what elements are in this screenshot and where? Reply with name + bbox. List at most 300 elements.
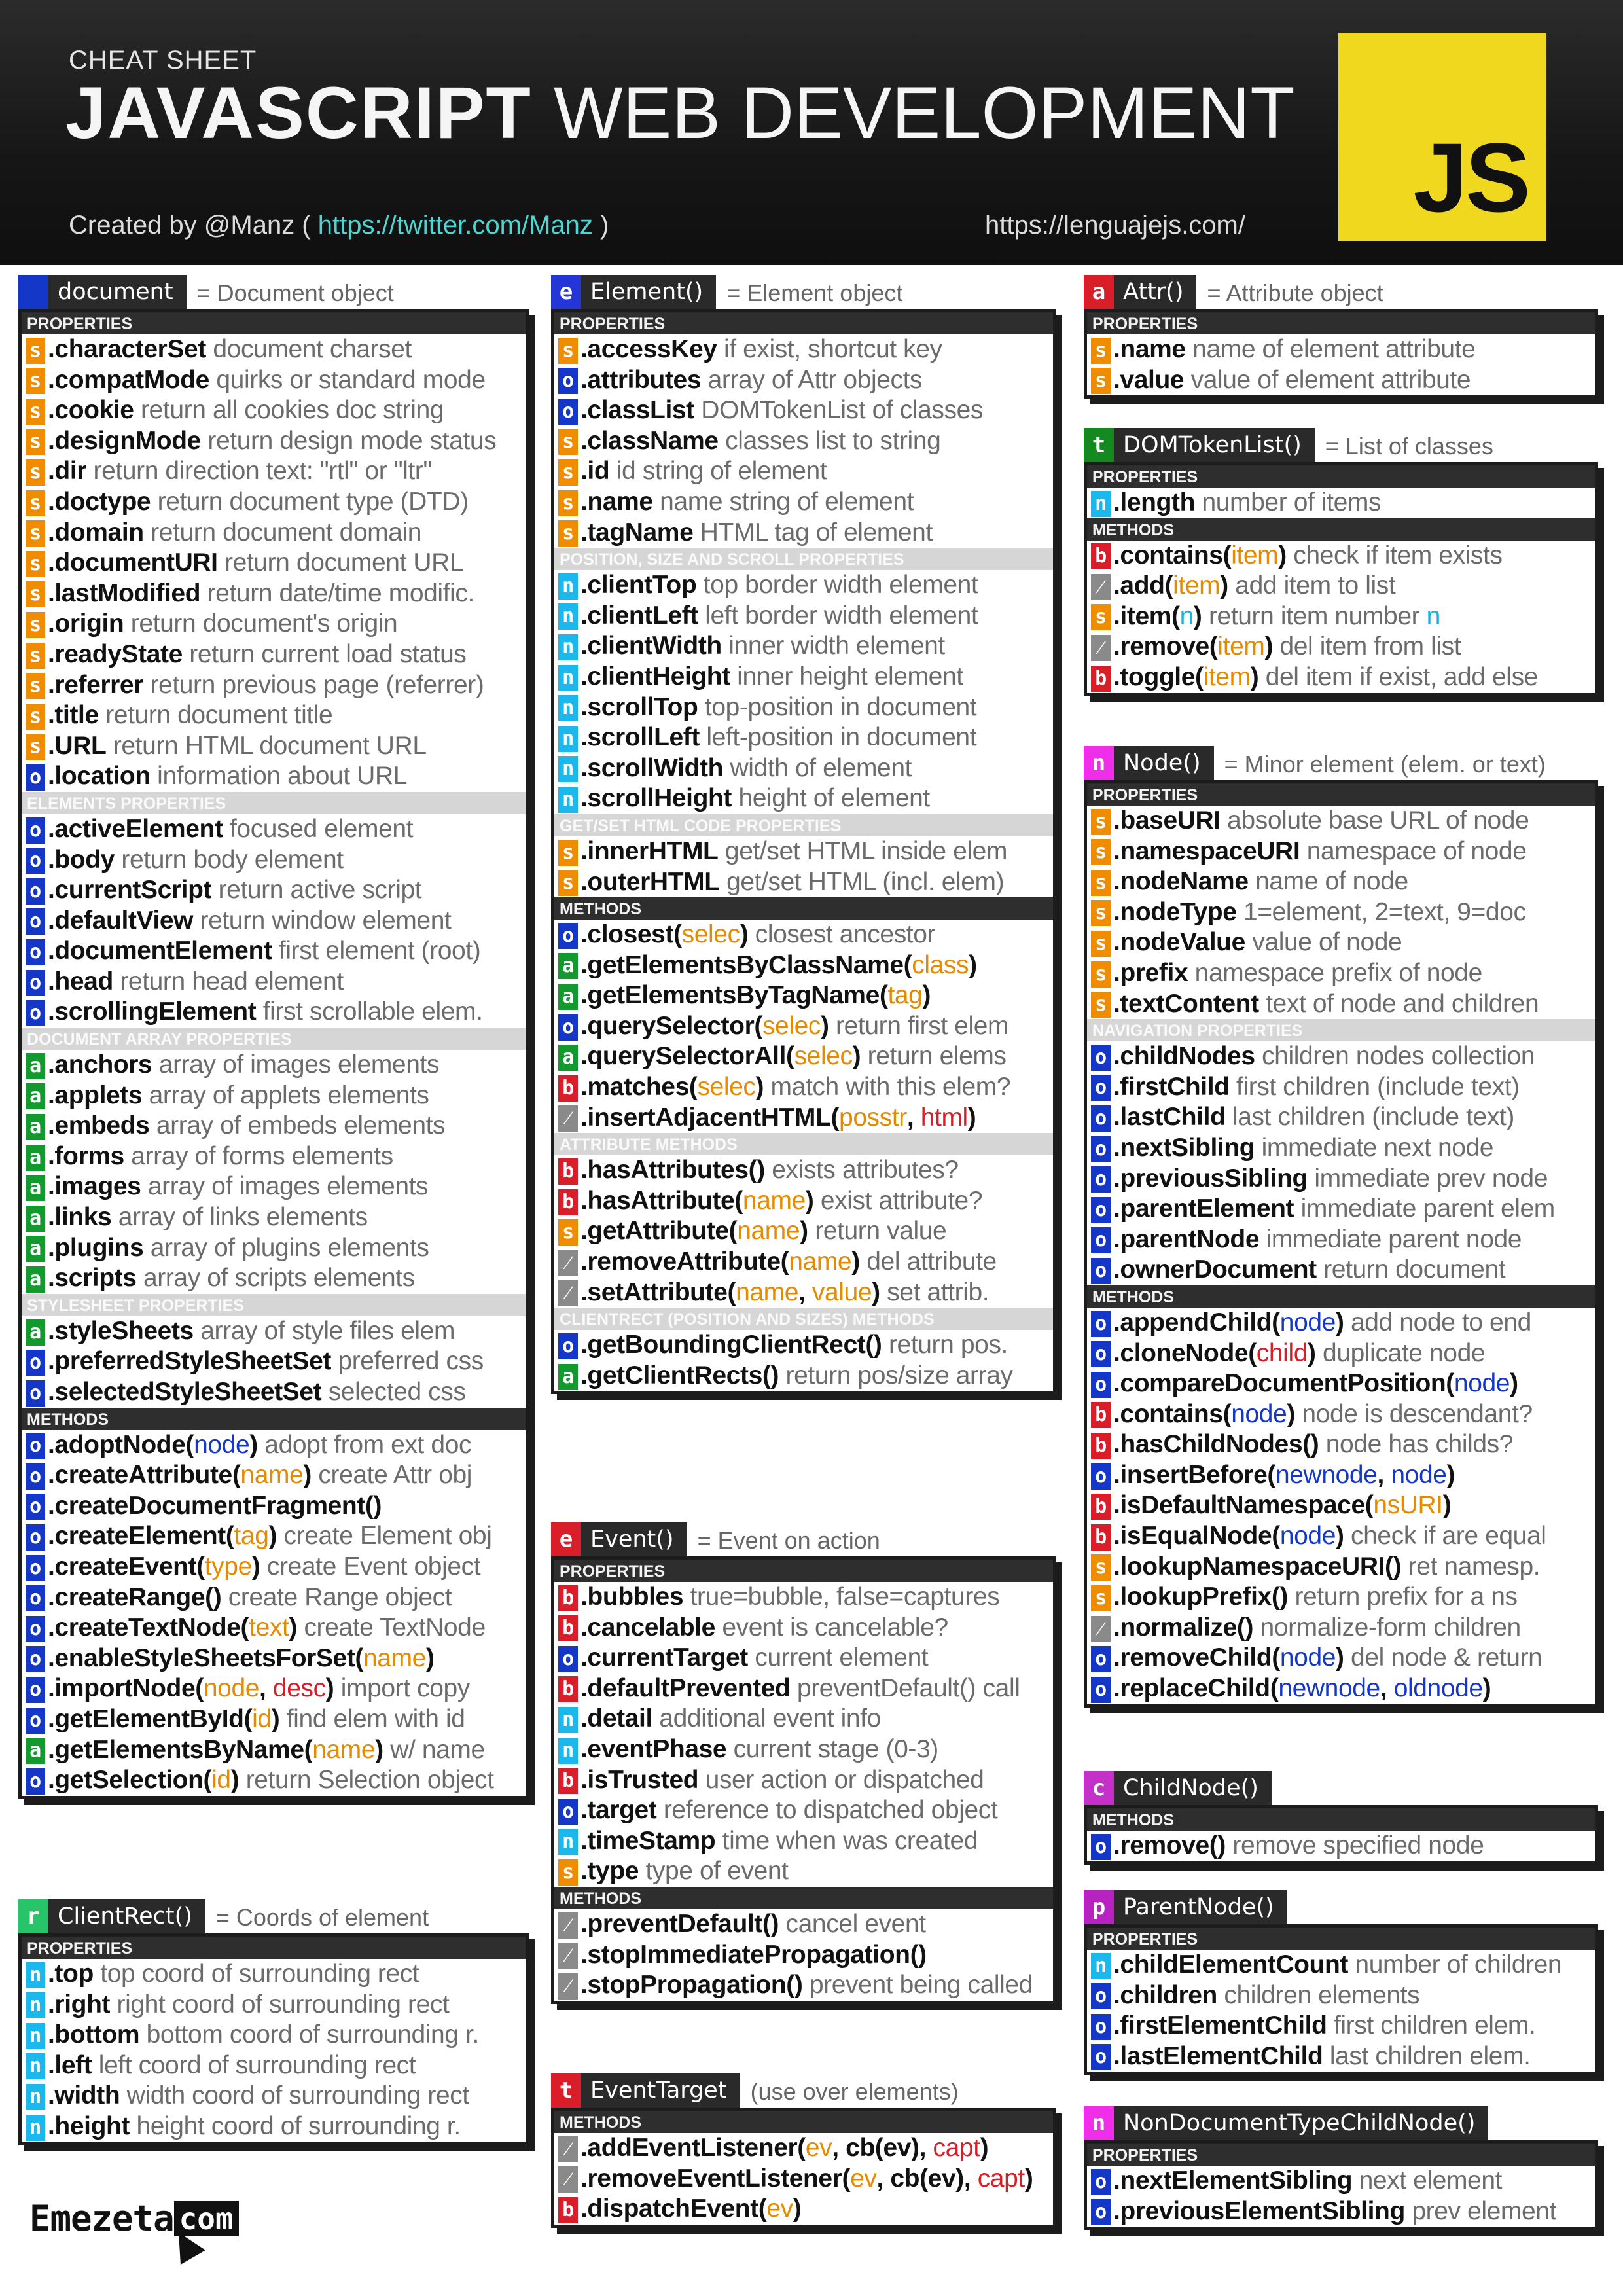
member-description: array of images elements: [152, 1050, 440, 1079]
site-link[interactable]: https://lenguajejs.com/: [985, 211, 1245, 240]
member-description: document charset: [205, 335, 412, 363]
member-description: if exist, shortcut key: [717, 335, 942, 363]
member-name: .hasChildNodes(): [1113, 1430, 1319, 1459]
member-name: ): [1264, 632, 1274, 661]
type-icon: o: [1091, 1834, 1111, 1860]
type-icon: o: [26, 939, 45, 965]
section-heading: METHODS: [1087, 1808, 1595, 1831]
list-item: [22, 967, 526, 997]
member-name: ): [289, 1613, 298, 1642]
type-icon: n: [558, 634, 578, 660]
type-icon: a: [558, 1364, 578, 1390]
type-icon: b: [1091, 1402, 1111, 1428]
section-heading: METHODS: [22, 1408, 526, 1430]
type-icon: s: [26, 551, 45, 577]
member-name: ): [1336, 1643, 1344, 1672]
type-badge: r: [18, 1899, 48, 1933]
member-param: item: [1173, 571, 1221, 600]
type-icon: n: [26, 2023, 45, 2049]
member-name: .remove(): [1113, 1831, 1226, 1859]
member-name: ): [1336, 1522, 1344, 1551]
member-name: .querySelector(: [580, 1011, 762, 1040]
type-icon: s: [26, 581, 45, 607]
member-description: exists attributes?: [764, 1156, 959, 1185]
type-icon: o: [26, 1677, 45, 1703]
type-icon: o: [558, 1014, 578, 1041]
member-description: ret namesp.: [1401, 1552, 1541, 1581]
type-icon: s: [26, 490, 45, 516]
member-name: .removeAttribute(: [580, 1247, 789, 1276]
type-icon: s: [1091, 931, 1111, 957]
type-badge: t: [1084, 428, 1114, 462]
list-item: [1087, 1643, 1595, 1674]
member-description: bottom coord of surrounding r.: [139, 2020, 479, 2049]
member-name: ,: [259, 1674, 273, 1703]
member-name: .cookie: [48, 396, 134, 425]
member-description: preferred css: [330, 1347, 484, 1376]
member-name: .compareDocumentPosition(: [1113, 1369, 1454, 1398]
type-icon: s: [1091, 870, 1111, 896]
list-item: [554, 1330, 1053, 1361]
member-description: get/set HTML (incl. elem): [719, 867, 1005, 896]
member-param: class: [912, 950, 969, 979]
member-name: .preventDefault(): [580, 1909, 779, 1938]
type-icon: o: [26, 1494, 45, 1520]
member-param: ev: [850, 2164, 877, 2193]
list-item: [554, 867, 1053, 898]
member-name: .insertBefore(: [1113, 1460, 1275, 1489]
member-name: .compatMode: [48, 365, 209, 394]
type-icon: b: [558, 1189, 578, 1215]
author-link[interactable]: https://twitter.com/Manz: [317, 211, 593, 240]
member-description: first children elem.: [1327, 2011, 1536, 2040]
member-name: .bottom: [48, 2020, 140, 2049]
list-item: [554, 1909, 1053, 1940]
member-name: .nextElementSibling: [1113, 2166, 1353, 2195]
member-description: array of Attr objects: [701, 365, 923, 394]
list-item: [1087, 2011, 1595, 2041]
member-description: check if item exists: [1286, 541, 1503, 569]
member-description: quirks or standard mode: [209, 365, 486, 394]
list-item: [1087, 1164, 1595, 1194]
member-description: width coord of surrounding rect: [120, 2081, 469, 2110]
list-item: [554, 1278, 1053, 1308]
type-icon: o: [26, 1524, 45, 1551]
list-item: [1087, 365, 1595, 396]
type-icon: o: [1091, 1372, 1111, 1398]
member-name: .isDefaultNamespace(: [1113, 1491, 1374, 1520]
member-name: .scrollHeight: [580, 784, 732, 813]
list-item: [554, 1795, 1053, 1826]
panel-nondoctypechild: [1084, 2106, 1598, 2230]
member-description: top border width element: [696, 571, 978, 600]
member-name: ): [800, 1217, 808, 1246]
member-name: .anchors: [48, 1050, 152, 1079]
brand-logo-text: Emezeta: [29, 2198, 174, 2239]
member-name: .removeChild(: [1113, 1643, 1280, 1672]
member-param: selec: [697, 1073, 756, 1102]
member-name: .preferredStyleSheetSet: [48, 1347, 331, 1376]
member-param: oldnode: [1393, 1674, 1483, 1703]
list-item: [1087, 927, 1595, 958]
member-name: .styleSheets: [48, 1316, 194, 1345]
member-param: node: [1391, 1460, 1447, 1489]
type-icon: n: [26, 1962, 45, 1988]
panel-title-row: [1084, 1771, 1598, 1805]
member-param: tag: [887, 981, 923, 1010]
member-name: .scripts: [48, 1264, 137, 1293]
type-icon: b: [1091, 1433, 1111, 1459]
type-icon: a: [558, 984, 578, 1010]
list-item: [1087, 1521, 1595, 1552]
type-icon: s: [1091, 1554, 1111, 1581]
member-description: return prefix for a ns: [1288, 1583, 1518, 1611]
member-name: ): [1024, 2164, 1033, 2193]
member-description: first element (root): [272, 937, 481, 965]
list-item: [554, 662, 1053, 692]
member-name: .cancelable: [580, 1613, 715, 1641]
member-name: .defaultPrevented: [580, 1674, 791, 1702]
section-heading: ATTRIBUTE METHODS: [554, 1133, 1053, 1155]
type-icon: o: [1091, 1075, 1111, 1101]
list-item: [22, 1233, 526, 1264]
type-badge: t: [551, 2073, 581, 2108]
header-banner: [0, 0, 1623, 265]
member-name: .origin: [48, 609, 124, 638]
member-param: name: [789, 1247, 852, 1276]
member-name: .children: [1113, 1981, 1217, 2009]
type-icon: s: [1091, 992, 1111, 1018]
type-icon: a: [26, 1206, 45, 1232]
member-name: .previousElementSibling: [1113, 2197, 1405, 2225]
type-icon: o: [558, 368, 578, 394]
member-name: .getAttribute(: [580, 1217, 738, 1246]
member-description: node is descendant?: [1294, 1399, 1533, 1428]
panel-description: = List of classes: [1325, 433, 1493, 459]
member-name: ): [872, 1278, 880, 1306]
panel-card: [551, 1556, 1056, 2004]
list-item: [22, 1990, 526, 2020]
list-item: [22, 670, 526, 701]
member-param: selec: [681, 920, 740, 949]
type-icon: o: [26, 817, 45, 844]
member-description: left-position in document: [699, 723, 977, 752]
type-icon: o: [1091, 1166, 1111, 1193]
member-name: , cb(ev),: [876, 2164, 978, 2193]
list-item: [1087, 1194, 1595, 1225]
type-badge: c: [1084, 1771, 1114, 1805]
type-icon: o: [26, 970, 45, 996]
list-item: [22, 518, 526, 548]
list-item: [554, 1072, 1053, 1103]
type-icon: n: [558, 756, 578, 782]
panel-card: [551, 2108, 1056, 2228]
member-name: ): [425, 1643, 435, 1672]
void-type-icon: ⁄: [1091, 1616, 1111, 1642]
member-name: .addEventListener(: [580, 2134, 806, 2162]
panel-clientrect: [18, 1899, 529, 2145]
member-description: immediate parent elem: [1294, 1194, 1555, 1223]
member-name: .width: [48, 2081, 120, 2110]
member-name: .head: [48, 967, 113, 996]
panel-description: = Event on action: [697, 1527, 880, 1554]
type-badge: [18, 275, 48, 309]
member-description: array of scripts elements: [136, 1264, 415, 1293]
list-item: [22, 814, 526, 845]
member-name: .className: [580, 426, 719, 455]
member-name: .hasAttributes(): [580, 1156, 765, 1185]
member-name: .isEqualNode(: [1113, 1522, 1280, 1551]
member-name: .clientLeft: [580, 601, 698, 630]
type-icon: n: [558, 726, 578, 752]
member-description: left border width element: [698, 601, 978, 630]
member-name: .documentURI: [48, 548, 218, 577]
type-icon: s: [558, 840, 578, 866]
member-name: ): [303, 1461, 312, 1490]
member-param: selec: [794, 1042, 853, 1071]
member-name: .parentElement: [1113, 1194, 1294, 1223]
type-icon: s: [26, 734, 45, 760]
panel-card: [551, 309, 1056, 1394]
member-description: get/set HTML inside elem: [718, 836, 1008, 865]
list-item: [22, 1202, 526, 1233]
member-name: .doctype: [48, 487, 151, 516]
member-name: , cb(ev),: [832, 2134, 933, 2162]
member-name: .lookupNamespaceURI(): [1113, 1552, 1402, 1581]
member-name: .getElementById(: [48, 1704, 253, 1733]
member-description: del attribute: [859, 1247, 997, 1276]
type-icon: o: [1091, 1197, 1111, 1223]
type-icon: n: [26, 1992, 45, 2018]
list-item: [22, 1430, 526, 1461]
panel-description: = Element object: [726, 279, 903, 306]
member-name: .getElementsByClassName(: [580, 950, 912, 979]
member-description: reference to dispatched object: [656, 1796, 998, 1825]
type-icon: a: [26, 1738, 45, 1764]
panel-description: = Coords of element: [215, 1904, 429, 1931]
member-name: ): [820, 1011, 829, 1040]
panel-title: NonDocumentTypeChildNode(): [1114, 2106, 1488, 2140]
type-icon: o: [1091, 1463, 1111, 1490]
list-item: [22, 1377, 526, 1408]
member-name: ): [852, 1042, 861, 1071]
member-description: left coord of surrounding rect: [92, 2051, 416, 2079]
member-description: return document type (DTD): [151, 487, 469, 516]
member-description: array of embeds elements: [149, 1111, 446, 1140]
member-description: selected css: [321, 1378, 466, 1406]
member-description: event is cancelable?: [715, 1613, 948, 1641]
member-name: .readyState: [48, 639, 183, 668]
type-icon: a: [26, 1145, 45, 1171]
type-icon: b: [558, 1676, 578, 1702]
member-param: desc: [272, 1674, 326, 1703]
type-icon: s: [1091, 900, 1111, 926]
section-heading: PROPERTIES: [22, 312, 526, 334]
type-icon: a: [26, 1083, 45, 1109]
member-name: .createAttribute(: [48, 1461, 241, 1490]
type-icon: s: [26, 429, 45, 455]
section-heading: PROPERTIES: [1087, 465, 1595, 488]
list-item: [1087, 897, 1595, 928]
list-item: [1087, 1225, 1595, 1255]
member-name: .left: [48, 2051, 92, 2079]
list-item: [22, 1263, 526, 1294]
list-item: [1087, 1460, 1595, 1491]
member-description: immediate next node: [1255, 1133, 1494, 1162]
type-icon: b: [558, 1585, 578, 1611]
member-description: name string of element: [652, 487, 914, 516]
panel-card: [1084, 462, 1598, 696]
member-name: .scrollLeft: [580, 723, 700, 752]
list-item: [1087, 867, 1595, 897]
list-item: [554, 1041, 1053, 1072]
void-type-icon: ⁄: [1091, 574, 1111, 600]
list-item: [1087, 601, 1595, 632]
member-description: height coord of surrounding r.: [130, 2111, 461, 2140]
section-heading: PROPERTIES: [1087, 783, 1595, 806]
member-name: .baseURI: [1113, 806, 1221, 834]
list-item: [554, 753, 1053, 784]
member-param: item: [1217, 632, 1265, 661]
member-param: ev: [766, 2195, 793, 2223]
member-description: last children elem.: [1323, 2041, 1531, 2070]
member-name: ): [1287, 1399, 1295, 1428]
member-name: .stopPropagation(): [580, 1971, 803, 2000]
member-description: set attrib.: [880, 1278, 990, 1306]
list-item: [1087, 1950, 1595, 1981]
member-description: return active script: [211, 876, 422, 905]
member-description: 1=element, 2=text, 9=doc: [1236, 897, 1526, 926]
member-name: .id: [580, 457, 610, 486]
panel-childnode: [1084, 1771, 1598, 1865]
member-description: inner height element: [730, 662, 963, 691]
panel-title-row: [1084, 2106, 1598, 2140]
member-name: .scrollTop: [580, 692, 698, 721]
type-icon: o: [1091, 1646, 1111, 1672]
member-name: .characterSet: [48, 335, 206, 363]
member-name: .lastModified: [48, 579, 201, 607]
type-icon: o: [1091, 1983, 1111, 2009]
list-item: [22, 761, 526, 792]
list-item: [554, 2194, 1053, 2225]
member-description: name of node: [1248, 867, 1408, 896]
member-description: del item if exist, add else: [1258, 662, 1538, 691]
member-description: return item number: [1202, 601, 1427, 630]
member-name: ,: [1380, 1674, 1394, 1703]
panel-title: Element(): [581, 275, 716, 309]
type-icon: a: [558, 1045, 578, 1071]
type-icon: a: [26, 1053, 45, 1079]
panel-element: [551, 275, 1056, 1394]
member-name: .clientWidth: [580, 632, 722, 660]
type-badge: n: [1084, 2106, 1114, 2140]
type-icon: n: [26, 2115, 45, 2141]
member-name: .setAttribute(: [580, 1278, 736, 1306]
member-description: current element: [747, 1643, 929, 1672]
member-description: return first elem: [829, 1011, 1009, 1040]
member-description: prevent being called: [802, 1971, 1033, 2000]
member-param: n: [1426, 601, 1440, 630]
member-description: id string of element: [609, 457, 827, 486]
member-description: array of forms elements: [124, 1141, 393, 1170]
type-icon: s: [26, 673, 45, 699]
member-description: value of node: [1245, 928, 1402, 957]
member-param: node: [1279, 1308, 1336, 1336]
list-item: [22, 2111, 526, 2142]
list-item: [1087, 571, 1595, 601]
member-name: .createEvent(: [48, 1552, 205, 1581]
section-heading: PROPERTIES: [1087, 1928, 1595, 1950]
member-name: .eventPhase: [580, 1734, 727, 1763]
type-icon: b: [558, 1075, 578, 1102]
type-icon: s: [26, 704, 45, 730]
list-item: [554, 1940, 1053, 1971]
member-description: return value: [808, 1217, 947, 1246]
void-type-icon: ⁄: [558, 1105, 578, 1132]
member-name: ,: [798, 1278, 812, 1306]
type-icon: o: [558, 399, 578, 425]
list-item: [554, 1216, 1053, 1247]
member-name: .querySelectorAll(: [580, 1042, 794, 1071]
member-description: return document title: [98, 701, 333, 730]
type-icon: o: [1091, 1045, 1111, 1071]
type-icon: o: [1091, 2169, 1111, 2195]
member-name: .closest(: [580, 920, 682, 949]
member-description: check if are equal: [1344, 1522, 1546, 1551]
list-item: [1087, 1369, 1595, 1399]
member-name: .stopImmediatePropagation(): [580, 1940, 927, 1969]
type-icon: s: [1091, 338, 1111, 364]
member-name: .add(: [1113, 571, 1173, 600]
panel-attr: [1084, 275, 1598, 399]
type-badge: a: [1084, 275, 1114, 309]
section-heading: CLIENTRECT (POSITION AND SIZES) METHODS: [554, 1308, 1053, 1330]
list-item: [22, 700, 526, 731]
member-description: return HTML document URL: [106, 731, 427, 760]
list-item: [1087, 541, 1595, 571]
type-icon: s: [558, 459, 578, 486]
member-name: .dir: [48, 457, 87, 486]
member-name: .toggle(: [1113, 662, 1204, 691]
type-badge: e: [551, 1522, 581, 1556]
member-name: .isTrusted: [580, 1765, 699, 1794]
member-description: width of element: [723, 753, 912, 782]
type-badge: p: [1084, 1890, 1114, 1924]
panel-description: = Attribute object: [1207, 279, 1383, 306]
author-prefix: Created by @Manz (: [69, 211, 318, 240]
brand-logo-suffix: com: [174, 2201, 239, 2236]
member-description: node has childs?: [1319, 1430, 1514, 1459]
type-icon: n: [558, 695, 578, 721]
list-item: [554, 1765, 1053, 1796]
type-icon: o: [26, 1433, 45, 1459]
member-name: ): [1250, 662, 1259, 691]
member-param: name: [737, 1217, 800, 1246]
member-name: .applets: [48, 1081, 143, 1109]
member-description: number of items: [1195, 488, 1382, 516]
member-name: ): [922, 981, 931, 1010]
type-icon: s: [558, 338, 578, 364]
member-name: .right: [48, 1990, 111, 2018]
list-item: [22, 548, 526, 579]
member-description: immediate parent node: [1259, 1225, 1522, 1253]
list-item: [1087, 1613, 1595, 1643]
type-icon: o: [26, 1350, 45, 1376]
member-param: child: [1256, 1338, 1308, 1367]
list-item: [1087, 958, 1595, 989]
member-name: ): [969, 950, 977, 979]
member-name: .enableStyleSheetsForSet(: [48, 1643, 363, 1672]
